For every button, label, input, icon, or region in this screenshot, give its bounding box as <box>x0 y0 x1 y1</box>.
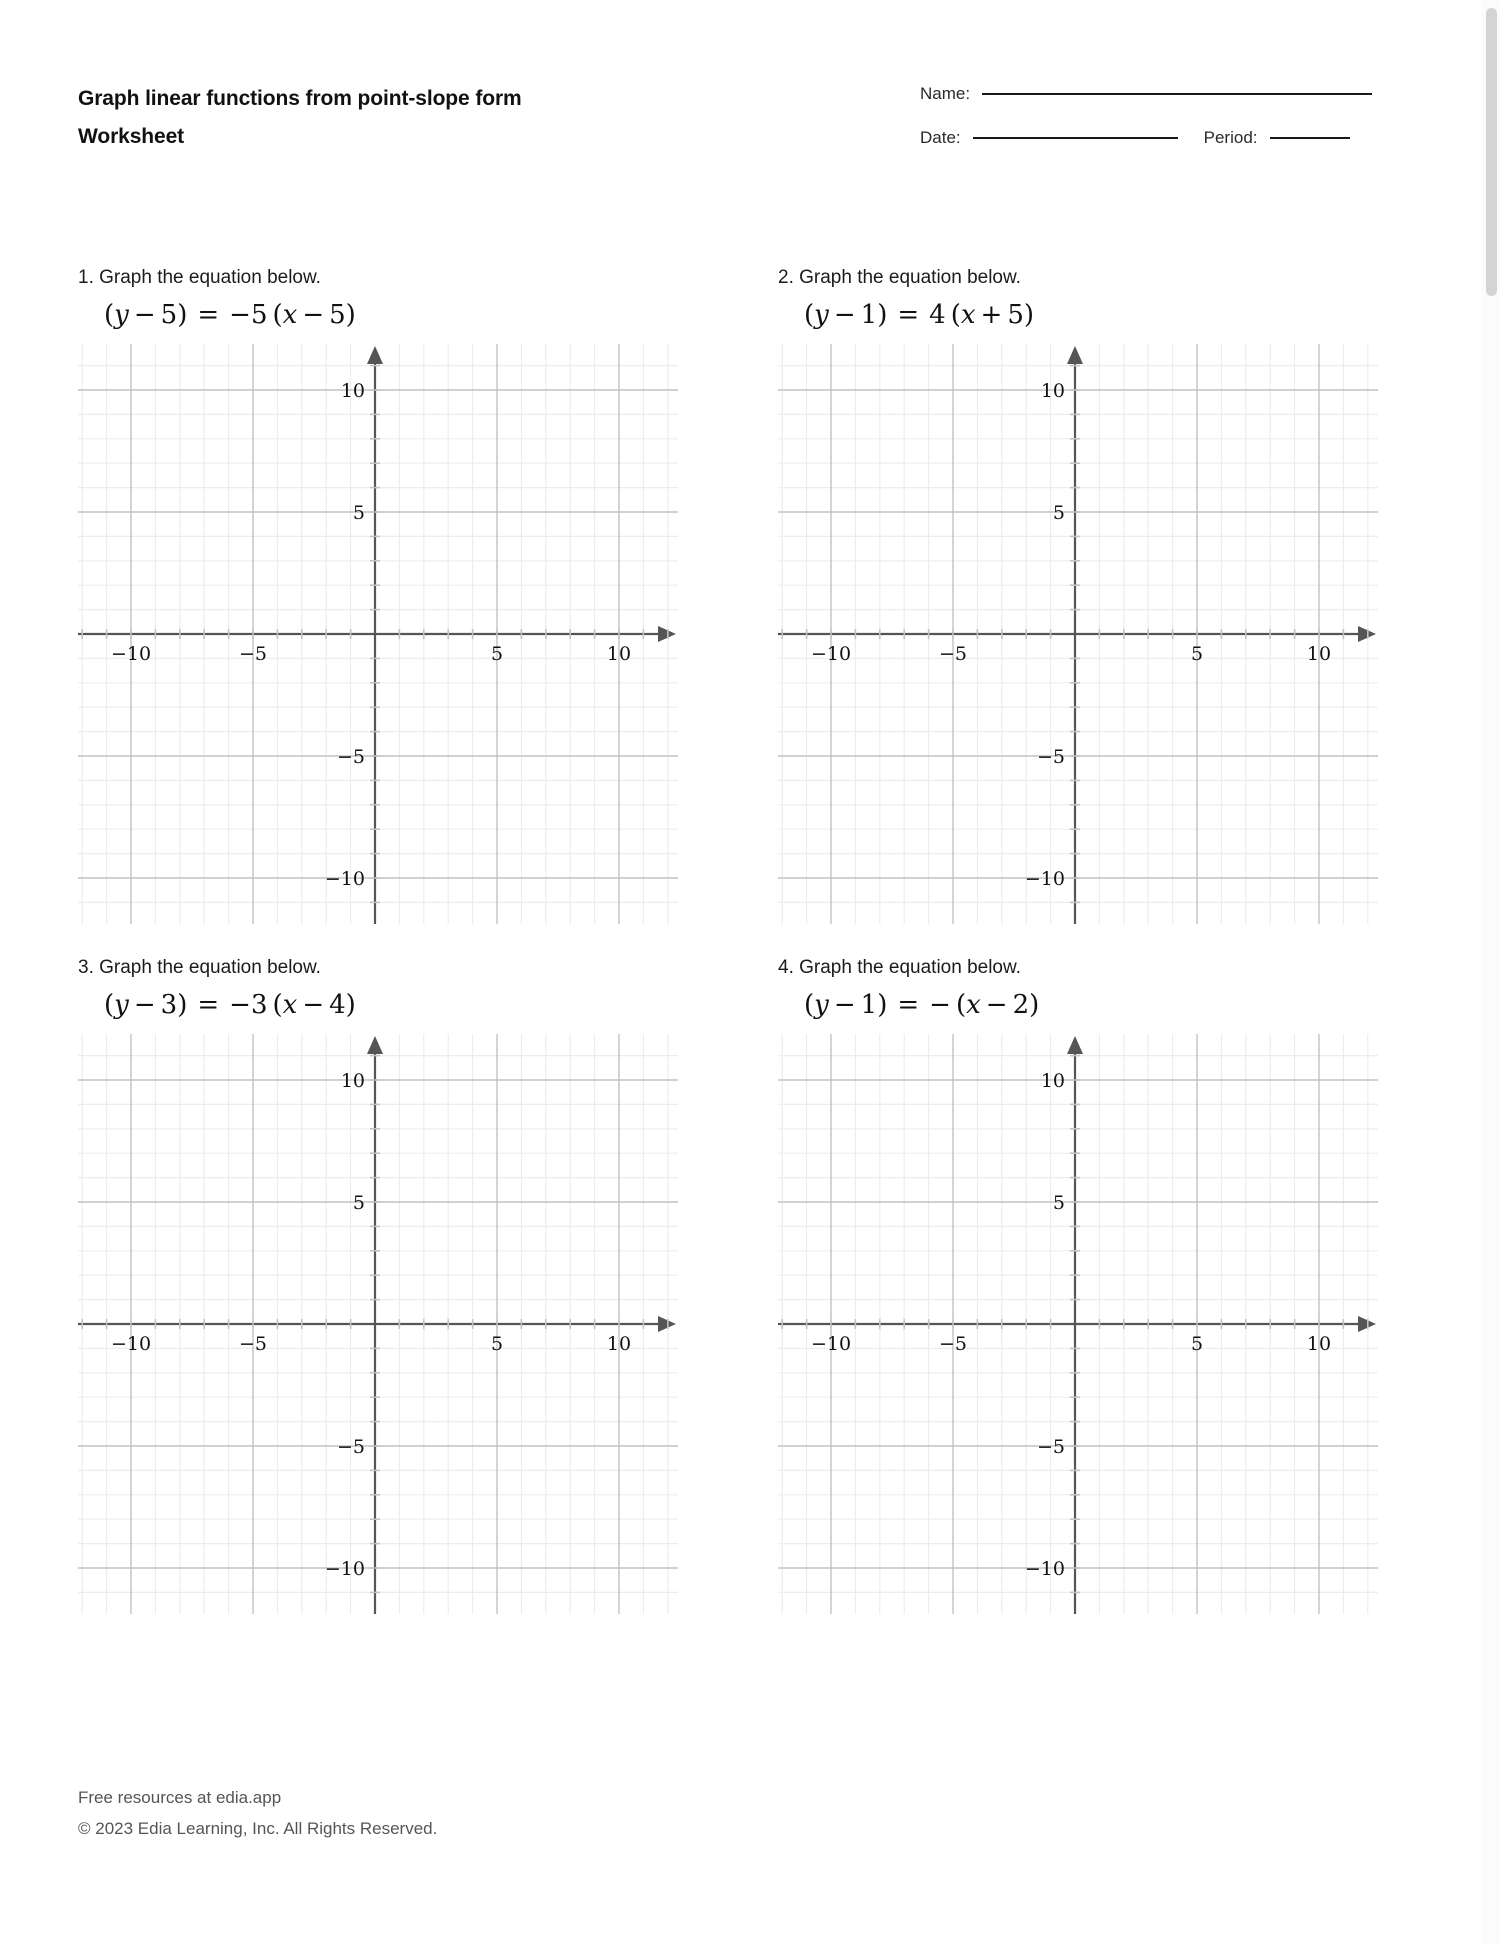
y-tick-label-5: 5 <box>1052 1192 1065 1214</box>
problems-container <box>0 266 1450 1646</box>
y-tick-label-5: 5 <box>352 502 365 524</box>
x-tick-label--10: −10 <box>810 1333 852 1355</box>
y-axis-arrow-icon <box>367 346 383 364</box>
eq4-rhs-num: 2 <box>1012 990 1030 1020</box>
eq4-rhs-close: ) <box>1029 990 1040 1020</box>
eq1-lhs-num: 5 <box>160 300 178 330</box>
x-tick-label-10: 10 <box>606 1333 632 1355</box>
eq1-rhs-num: 5 <box>329 300 346 330</box>
eq1-rhs-close: ) <box>345 300 356 330</box>
x-tick-label--5: −5 <box>238 1333 268 1355</box>
eq4-lhs-open: ( <box>804 990 815 1020</box>
axes <box>78 346 676 924</box>
footer-line-1: Free resources at edia.app <box>78 1788 282 1807</box>
eq3-rhs-close: ) <box>345 990 356 1020</box>
eq2-equals: = <box>897 300 920 330</box>
worksheet-header <box>0 0 1450 180</box>
eq4-rhs-var: x <box>966 990 981 1020</box>
eq1-slope: −5 <box>229 300 268 330</box>
x-tick-label--5: −5 <box>238 643 268 665</box>
x-tick-label-10: 10 <box>606 643 632 665</box>
date-period-row <box>920 128 1420 172</box>
eq1-lhs-op: − <box>133 300 156 330</box>
x-tick-label--5: −5 <box>938 643 968 665</box>
x-tick-label--10: −10 <box>810 643 852 665</box>
y-tick-label--10: −10 <box>1024 868 1065 890</box>
x-tick-label--10: −10 <box>110 1333 152 1355</box>
eq1-rhs-var: x <box>282 300 298 330</box>
eq1-lhs-close: ) <box>177 300 188 330</box>
problem-2-prompt: 2. Graph the equation below. <box>778 267 1021 288</box>
eq2-lhs-open: ( <box>804 300 815 330</box>
y-axis-arrow-icon <box>1067 346 1083 364</box>
eq4-lhs-op: − <box>833 990 856 1020</box>
problem-1-graph[interactable] <box>78 344 678 924</box>
eq2-rhs-open: ( <box>950 300 961 330</box>
eq1-lhs-var: y <box>114 300 129 330</box>
x-tick-label-5: 5 <box>490 643 504 665</box>
problem-2-equation <box>804 300 1478 340</box>
axes <box>78 1036 676 1614</box>
problem-3 <box>78 956 778 1614</box>
problem-2-graph[interactable] <box>778 344 1378 924</box>
axes <box>778 346 1376 924</box>
eq3-rhs-open: ( <box>272 990 283 1020</box>
eq2-lhs-num: 1 <box>860 300 878 330</box>
x-tick-label--5: −5 <box>938 1333 968 1355</box>
problem-row-1 <box>0 266 1450 956</box>
eq3-rhs-op: − <box>302 990 325 1020</box>
eq4-rhs-op: − <box>985 990 1008 1020</box>
eq2-lhs-close: ) <box>877 300 888 330</box>
name-label: Name: <box>920 84 971 103</box>
eq2-rhs-close: ) <box>1023 300 1035 330</box>
problem-1 <box>78 266 778 924</box>
coordinate-plane-3[interactable] <box>78 1034 678 1614</box>
x-tick-label-5: 5 <box>1190 643 1204 665</box>
problem-3-graph[interactable] <box>78 1034 678 1614</box>
problem-1-equation <box>104 300 778 340</box>
eq4-lhs-num: 1 <box>860 990 878 1020</box>
eq3-slope: −3 <box>229 990 268 1020</box>
problem-1-prompt: 1. Graph the equation below. <box>78 267 321 288</box>
y-tick-label--5: −5 <box>336 1436 365 1458</box>
problem-row-2 <box>0 956 1450 1646</box>
problem-3-prompt: 3. Graph the equation below. <box>78 957 321 978</box>
x-tick-label--10: −10 <box>110 643 152 665</box>
eq4-lhs-var: y <box>814 990 829 1020</box>
y-tick-label--10: −10 <box>324 868 365 890</box>
x-tick-label-5: 5 <box>1190 1333 1204 1355</box>
problem-4 <box>778 956 1478 1614</box>
y-tick-label--5: −5 <box>1036 746 1065 768</box>
page-title-line-2: Worksheet <box>78 125 185 148</box>
eq2-rhs-var: x <box>960 300 976 330</box>
name-row <box>920 84 1420 128</box>
problem-4-equation <box>804 990 1478 1030</box>
problem-4-graph[interactable] <box>778 1034 1378 1614</box>
problem-4-prompt: 4. Graph the equation below. <box>778 957 1021 978</box>
date-label: Date: <box>920 128 961 147</box>
eq1-equals: = <box>197 300 220 330</box>
problem-2 <box>778 266 1478 924</box>
y-tick-label-10: 10 <box>340 380 365 402</box>
coordinate-plane-2[interactable] <box>778 344 1378 924</box>
eq3-lhs-num: 3 <box>160 990 178 1020</box>
vertical-scrollbar[interactable] <box>1482 0 1500 1944</box>
eq2-slope: 4 <box>929 300 946 330</box>
page-title <box>78 80 718 156</box>
eq3-lhs-op: − <box>133 990 156 1020</box>
eq1-lhs-open: ( <box>104 300 115 330</box>
student-info-block <box>920 84 1420 172</box>
page-title-line-1: Graph linear functions from point-slope form <box>78 87 522 110</box>
eq3-equals: = <box>197 990 220 1020</box>
y-tick-label-10: 10 <box>1040 380 1065 402</box>
page-footer <box>78 1782 437 1844</box>
eq3-lhs-close: ) <box>177 990 188 1020</box>
eq2-lhs-var: y <box>814 300 829 330</box>
name-input[interactable] <box>982 93 1372 95</box>
x-tick-label-5: 5 <box>490 1333 504 1355</box>
eq2-rhs-num: 5 <box>1007 300 1024 330</box>
problem-3-equation <box>104 990 778 1030</box>
eq3-rhs-var: x <box>282 990 298 1020</box>
y-tick-label--5: −5 <box>336 746 365 768</box>
eq3-lhs-open: ( <box>104 990 115 1020</box>
scrollbar-thumb[interactable] <box>1486 8 1497 296</box>
x-tick-label-10: 10 <box>1306 1333 1332 1355</box>
eq3-rhs-num: 4 <box>329 990 346 1020</box>
y-tick-label-10: 10 <box>1040 1070 1065 1092</box>
date-input[interactable] <box>973 137 1178 139</box>
coordinate-plane-1[interactable] <box>78 344 678 924</box>
eq4-rhs-open: ( <box>955 990 967 1020</box>
y-axis-arrow-icon <box>1067 1036 1083 1054</box>
y-axis-arrow-icon <box>367 1036 383 1054</box>
y-tick-label-10: 10 <box>340 1070 365 1092</box>
eq2-lhs-op: − <box>833 300 856 330</box>
footer-line-2: © 2023 Edia Learning, Inc. All Rights Reserved. <box>78 1819 438 1838</box>
x-tick-label-10: 10 <box>1306 643 1332 665</box>
period-label: Period: <box>1203 128 1258 147</box>
eq1-rhs-op: − <box>302 300 325 330</box>
eq4-equals: = <box>897 990 920 1020</box>
y-tick-label--10: −10 <box>324 1558 365 1580</box>
y-tick-label--5: −5 <box>1036 1436 1065 1458</box>
period-input[interactable] <box>1270 137 1350 139</box>
eq3-lhs-var: y <box>114 990 129 1020</box>
y-tick-label--10: −10 <box>1024 1558 1065 1580</box>
eq2-rhs-op: + <box>980 300 1003 330</box>
y-tick-label-5: 5 <box>352 1192 365 1214</box>
eq1-rhs-open: ( <box>272 300 283 330</box>
coordinate-plane-4[interactable] <box>778 1034 1378 1614</box>
eq4-lhs-close: ) <box>877 990 888 1020</box>
axes <box>778 1036 1376 1614</box>
y-tick-label-5: 5 <box>1052 502 1065 524</box>
eq4-slope: − <box>929 990 951 1020</box>
